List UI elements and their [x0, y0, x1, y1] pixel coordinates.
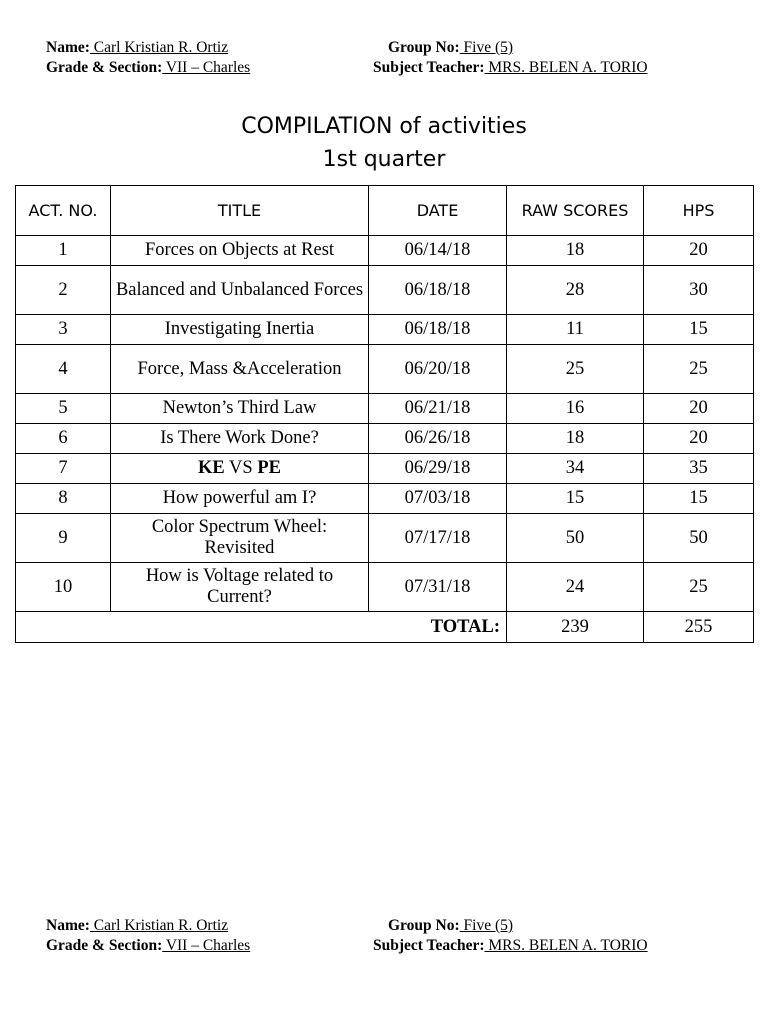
date-cell: 07/03/18: [369, 484, 507, 514]
table-row: [16, 454, 754, 484]
hps-cell: 20: [644, 424, 754, 454]
act-no-cell: 5: [16, 394, 111, 424]
student-name: [46, 38, 228, 58]
raw-score-cell: 25: [507, 345, 644, 394]
act-no-cell: 10: [16, 563, 111, 612]
title-cell: Color Spectrum Wheel: Revisited: [111, 514, 369, 563]
table-row: [16, 514, 754, 563]
title-line-2: 1st quarter: [322, 147, 446, 172]
footer-name-label: Name:: [46, 917, 90, 934]
name-label: Name:: [46, 39, 90, 56]
hps-cell: 15: [644, 315, 754, 345]
hps-cell: 15: [644, 484, 754, 514]
footer-grade-value: VII – Charles: [162, 937, 251, 954]
table-row: [16, 394, 754, 424]
title-cell: Investigating Inertia: [111, 315, 369, 345]
footer-group-value: Five (5): [459, 917, 514, 934]
subject-teacher: [373, 58, 648, 78]
header-line-1: [46, 38, 726, 58]
teacher-value: MRS. BELEN A. TORIO: [484, 59, 648, 76]
title-part-ke: KE: [198, 458, 225, 478]
footer-line-1: [46, 916, 726, 936]
title-cell: Newton’s Third Law: [111, 394, 369, 424]
date-cell: 06/14/18: [369, 236, 507, 266]
group-value: Five (5): [459, 39, 514, 56]
raw-score-cell: 18: [507, 236, 644, 266]
footer-teacher-label: Subject Teacher:: [373, 937, 485, 954]
hps-cell: 50: [644, 514, 754, 563]
footer-grade-label: Grade & Section:: [46, 937, 163, 954]
column-header-raw-scores: RAW SCORES: [507, 186, 644, 236]
act-no-cell: 7: [16, 454, 111, 484]
footer-teacher-value: MRS. BELEN A. TORIO: [484, 937, 648, 954]
act-no-cell: 3: [16, 315, 111, 345]
title-cell: Force, Mass &Acceleration: [111, 345, 369, 394]
name-value: Carl Kristian R. Ortiz: [89, 39, 229, 56]
footer-subject-teacher: [373, 936, 648, 956]
act-no-cell: 6: [16, 424, 111, 454]
date-cell: 07/17/18: [369, 514, 507, 563]
table-header-row: [16, 186, 754, 236]
act-no-cell: 1: [16, 236, 111, 266]
teacher-label: Subject Teacher:: [373, 59, 485, 76]
title-part-pe: PE: [257, 458, 281, 478]
footer-grade-section: [46, 936, 250, 956]
header-line-2: [46, 58, 726, 78]
table-row: [16, 315, 754, 345]
date-cell: 06/20/18: [369, 345, 507, 394]
act-no-cell: 8: [16, 484, 111, 514]
act-no-cell: 9: [16, 514, 111, 563]
hps-cell: 25: [644, 345, 754, 394]
date-cell: 06/18/18: [369, 315, 507, 345]
total-raw-score: 239: [507, 612, 644, 643]
date-cell: 06/29/18: [369, 454, 507, 484]
act-no-cell: 4: [16, 345, 111, 394]
activities-table: [15, 185, 754, 643]
act-no-cell: 2: [16, 266, 111, 315]
column-header-date: DATE: [369, 186, 507, 236]
hps-cell: 35: [644, 454, 754, 484]
total-row: [16, 612, 754, 643]
table-row: [16, 563, 754, 612]
title-part-vs: VS: [224, 458, 258, 478]
table-row: [16, 345, 754, 394]
title-cell: [111, 454, 369, 484]
date-cell: 06/26/18: [369, 424, 507, 454]
hps-cell: 20: [644, 236, 754, 266]
footer-info: [46, 916, 726, 956]
title-cell: How powerful am I?: [111, 484, 369, 514]
title-line-1: COMPILATION of activities: [241, 114, 527, 139]
footer-student-name: [46, 916, 228, 936]
raw-score-cell: 18: [507, 424, 644, 454]
column-header-title: TITLE: [111, 186, 369, 236]
raw-score-cell: 28: [507, 266, 644, 315]
title-cell: Forces on Objects at Rest: [111, 236, 369, 266]
hps-cell: 30: [644, 266, 754, 315]
table-row: [16, 266, 754, 315]
hps-cell: 20: [644, 394, 754, 424]
grade-value: VII – Charles: [162, 59, 251, 76]
footer-line-2: [46, 936, 726, 956]
footer-group-number: [388, 916, 513, 936]
raw-score-cell: 50: [507, 514, 644, 563]
column-header-act-no: ACT. NO.: [16, 186, 111, 236]
date-cell: 06/21/18: [369, 394, 507, 424]
title-cell: Balanced and Unbalanced Forces: [111, 266, 369, 315]
raw-score-cell: 34: [507, 454, 644, 484]
column-header-hps: HPS: [644, 186, 754, 236]
raw-score-cell: 15: [507, 484, 644, 514]
table-row: [16, 424, 754, 454]
table-row: [16, 484, 754, 514]
footer-name-value: Carl Kristian R. Ortiz: [89, 917, 229, 934]
date-cell: 07/31/18: [369, 563, 507, 612]
group-number: [388, 38, 513, 58]
group-label: Group No:: [388, 39, 460, 56]
hps-cell: 25: [644, 563, 754, 612]
title-cell: Is There Work Done?: [111, 424, 369, 454]
raw-score-cell: 11: [507, 315, 644, 345]
footer-group-label: Group No:: [388, 917, 460, 934]
date-cell: 06/18/18: [369, 266, 507, 315]
page-title: [0, 110, 768, 176]
raw-score-cell: 24: [507, 563, 644, 612]
table-row: [16, 236, 754, 266]
grade-label: Grade & Section:: [46, 59, 163, 76]
title-cell: How is Voltage related to Current?: [111, 563, 369, 612]
total-label: TOTAL:: [16, 612, 507, 643]
header-info: [46, 38, 726, 78]
raw-score-cell: 16: [507, 394, 644, 424]
grade-section: [46, 58, 250, 78]
total-hps: 255: [644, 612, 754, 643]
